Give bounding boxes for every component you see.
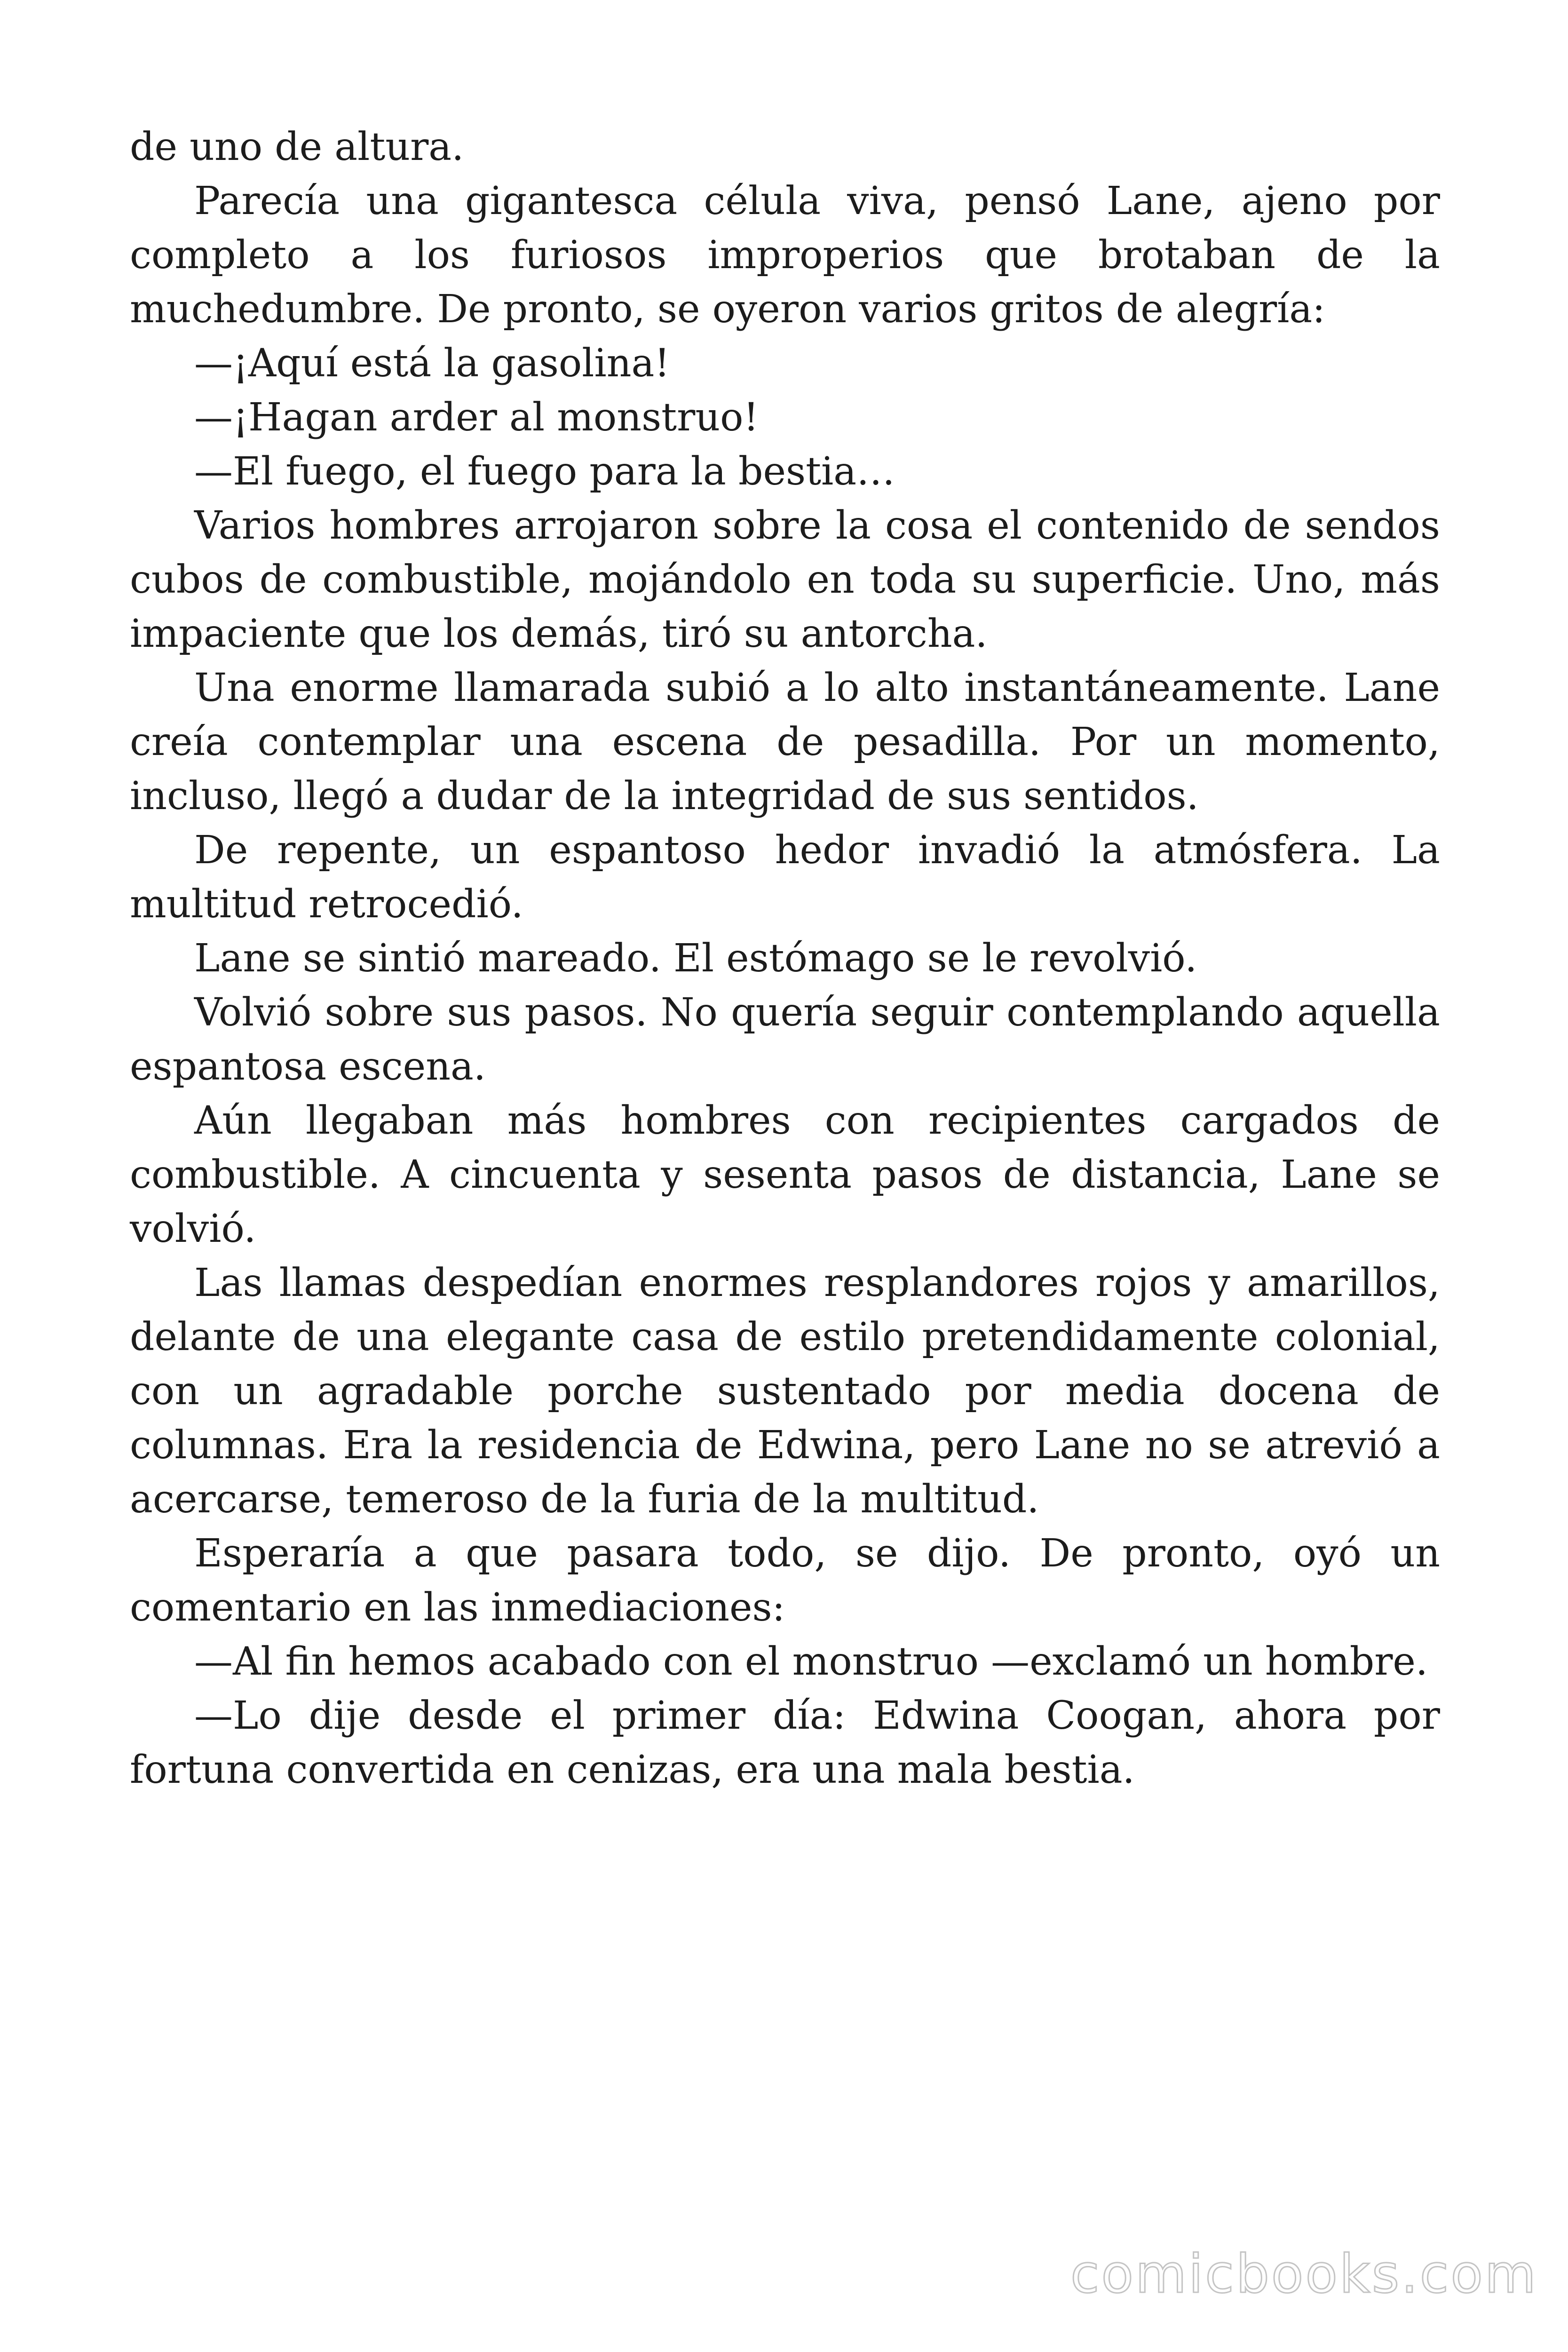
dialogue-line: —El fuego, el fuego para la bestia…	[194, 449, 895, 494]
dialogue-line: —Lo dije desde el primer día: Edwina Coogan, ahora por fortuna convertida en cenizas, era una mala bestia.	[130, 1693, 1440, 1792]
paragraph: Volvió sobre sus pasos. No quería seguir contemplando aquella espantosa escena.	[130, 990, 1440, 1089]
paragraph: Lane se sintió mareado. El estómago se le revolvió.	[194, 936, 1197, 981]
watermark-logo: comicbooks.com	[1070, 2244, 1538, 2305]
dialogue-line: —Al fin hemos acabado con el monstruo —exclamó un hombre.	[194, 1639, 1428, 1684]
paragraph: Una enorme llamarada subió a lo alto instantáneamente. Lane creía contemplar una escena de pesadilla. Por un momento, incluso, llegó a dudar de la integridad de sus sentidos.	[130, 666, 1440, 818]
paragraph: de uno de altura.	[130, 125, 464, 169]
page-body-text	[130, 120, 1440, 1797]
dialogue-line: —¡Aquí está la gasolina!	[194, 341, 670, 386]
paragraph: Varios hombres arrojaron sobre la cosa el contenido de sendos cubos de combustible, mojándolo en toda su superficie. Uno, más impaciente que los demás, tiró su antorcha.	[130, 503, 1440, 656]
paragraph: Aún llegaban más hombres con recipientes cargados de combustible. A cincuenta y sesenta pasos de distancia, Lane se volvió.	[130, 1098, 1440, 1251]
paragraph: Esperaría a que pasara todo, se dijo. De pronto, oyó un comentario en las inmediaciones:	[130, 1531, 1440, 1630]
paragraph: De repente, un espantoso hedor invadió la atmósfera. La multitud retrocedió.	[130, 828, 1440, 927]
paragraph: Las llamas despedían enormes resplandores rojos y amarillos, delante de una elegante casa de estilo pretendidamente colonial, con un agradable porche sustentado por media docena de columnas. Era la residencia de Edwina, pero Lane no se atrevió a acercarse, temeroso de la furia de la multitud.	[130, 1261, 1440, 1522]
dialogue-line: —¡Hagan arder al monstruo!	[194, 395, 759, 440]
paragraph: Parecía una gigantesca célula viva, pensó Lane, ajeno por completo a los furiosos improperios que brotaban de la muchedumbre. De pronto, se oyeron varios gritos de alegría:	[130, 179, 1440, 332]
